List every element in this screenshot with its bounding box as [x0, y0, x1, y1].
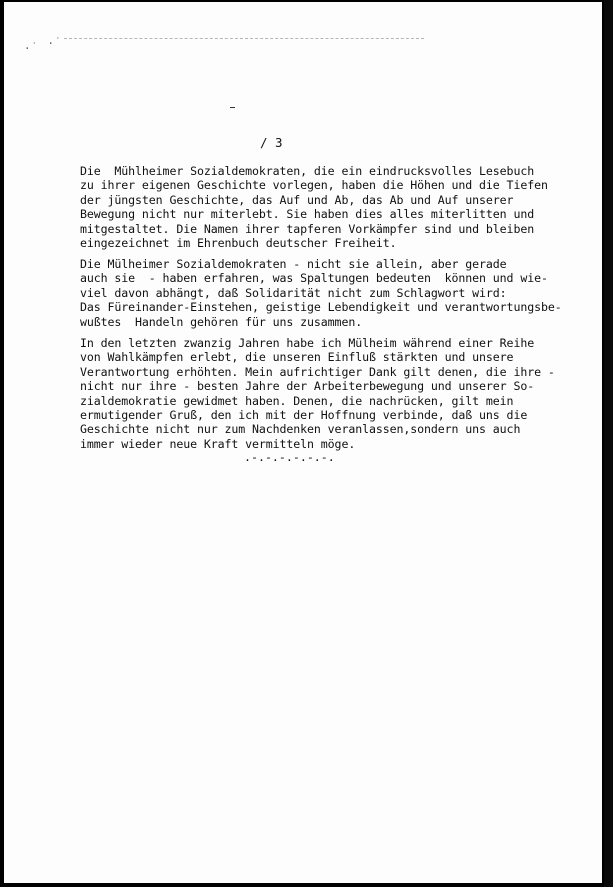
paragraph-1 [80, 164, 600, 250]
end-separator: .-.-.-.-.-.-. [244, 450, 335, 464]
scan-artifact-marks: ·˙ ·˙ [23, 35, 65, 56]
text-line: Die Mühlheimer Sozialdemokraten, die ein eindrucksvolles Lesebuch [80, 164, 535, 178]
text-line: Verantwortung erhöhten. Mein aufrichtiger Dank gilt denen, die ihre - [80, 364, 555, 379]
text-line: viel davon abhängt, daß Solidarität nicht zum Schlagwort wird: [80, 285, 507, 300]
text-line: wußtes Handeln gehören für uns zusammen. [80, 314, 363, 329]
text-line: auch sie - haben erfahren, was Spaltungen bedeuten können und wie- [80, 271, 548, 286]
text-line: ermutigender Gruß, den ich mit der Hoffnung verbinde, daß uns die [80, 408, 528, 423]
scan-edge [604, 0, 613, 887]
paragraph-3 [80, 336, 600, 451]
text-line: eingezeichnet im Ehrenbuch deutscher Freiheit. [80, 236, 397, 251]
text-line: der jüngsten Geschichte, das Auf und Ab, das Ab und Auf unserer [80, 192, 514, 207]
text-line: nicht nur ihre - besten Jahre der Arbeiterbewegung und unserer So- [80, 379, 535, 394]
text-line: mitgestaltet. Die Namen ihrer tapferen Vorkämpfer sind und bleiben [80, 221, 535, 236]
text-line: von Wahlkämpfen erlebt, die unseren Einfluß stärkten und unsere [80, 350, 514, 365]
text-line: Das Füreinander-Einstehen, geistige Lebendigkeit und verantwortungsbe- [80, 300, 562, 315]
text-line: Bewegung nicht nur miterlebt. Sie haben dies alles miterlitten und [80, 207, 535, 222]
scan-artifact-line [64, 38, 424, 40]
text-line: In den letzten zwanzig Jahren habe ich Mülheim während einer Reihe [80, 336, 535, 350]
text-line: immer wieder neue Kraft vermitteln möge. [80, 436, 356, 451]
text-line: zu ihrer eigenen Geschichte vorlegen, haben die Höhen und die Tiefen [80, 178, 548, 193]
text-line: zialdemokratie gewidmet haben. Denen, die nachrücken, gilt mein [80, 393, 514, 408]
document-page [4, 2, 602, 883]
text-line: Die Mülheimer Sozialdemokraten - nicht sie allein, aber gerade [80, 257, 507, 271]
text-line: Geschichte nicht nur zum Nachdenken veranlassen,sondern uns auch [80, 422, 521, 437]
scan-artifact-dash [230, 107, 235, 108]
paragraph-2 [80, 257, 600, 329]
page-number: / 3 [260, 135, 283, 150]
